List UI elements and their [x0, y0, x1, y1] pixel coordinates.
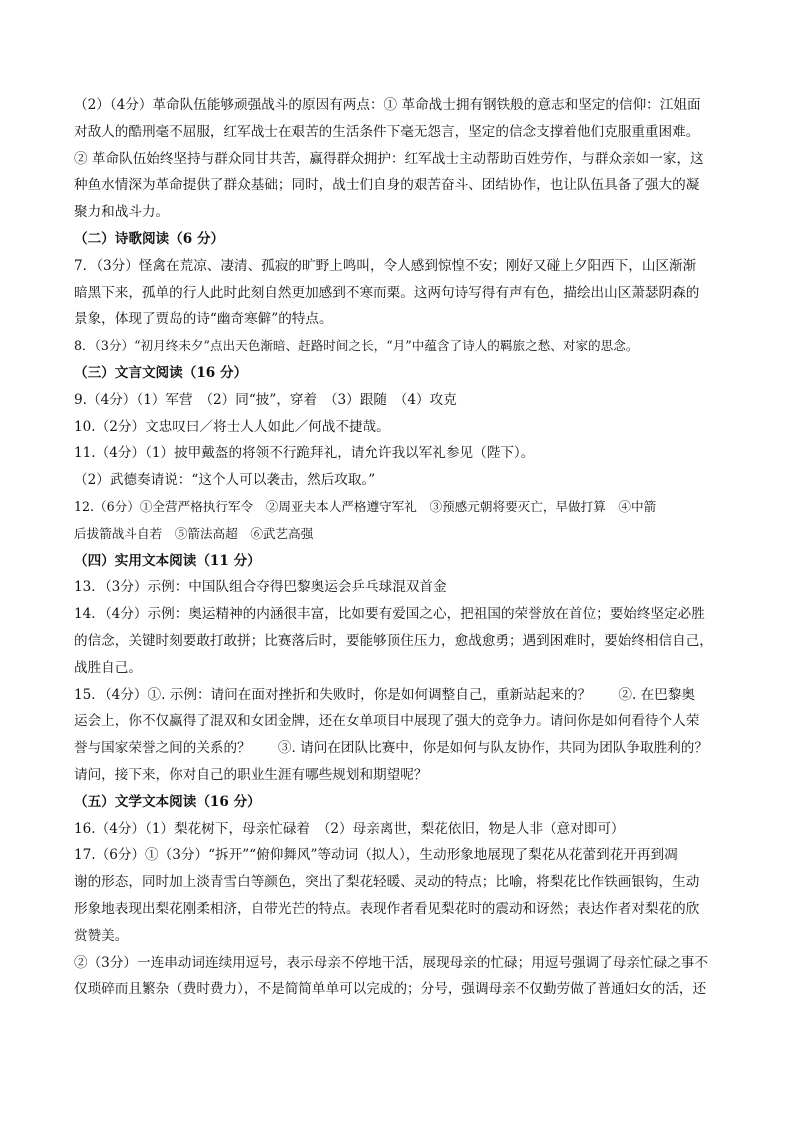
section-heading: （二）诗歌阅读（6 分）	[74, 230, 225, 247]
text-line: 10.（2分）文忠叹曰／将士人人如此／何战不捷哉。	[74, 418, 390, 435]
text-line: 7．（3分）怪禽在荒凉、凄清、孤寂的旷野上鸣叫，令人感到惊惶不安；刚好又碰上夕阳西下，山区渐渐	[74, 257, 697, 274]
text-line: ② 革命队伍始终坚持与群众同甘共苦，赢得群众拥护：红军战士主动帮助百姓劳作，与群众亲如一家，这	[74, 150, 704, 167]
text-line: 15．（4分）①. 示例：请问在面对挫折和失败时，你是如何调整自己，重新站起来的？ ②. 在巴黎奥	[74, 686, 695, 703]
section-heading: （三）文言文阅读（16 分）	[74, 364, 248, 381]
text-line: 12.（6分）①全营严格执行军令 ②周亚夫本人严格遵守军礼 ③预感元朝将要灭亡，早做打算 ④中箭	[74, 498, 657, 514]
text-line: （2）（4分）革命队伍能够顽强战斗的原因有两点：① 革命战士拥有钢铁般的意志和坚定的信仰：江姐面	[74, 97, 701, 113]
answer-text-body	[74, 92, 724, 1003]
text-line: 聚力和战斗力。	[74, 204, 170, 221]
text-line: 17.（6分）①（3分）“拆开”“俯仰舞风”等动词（拟人），生动形象地展现了梨花从花蕾到花开再到凋	[74, 847, 678, 864]
text-line: 11.（4分）（1）披甲戴盔的将领不行跪拜礼，请允许我以军礼参见（陛下）。	[74, 445, 535, 462]
text-line: 暗黑下来，孤单的行人此时此刻自然更加感到不寒而栗。这两句诗写得有声有色，描绘出山区萧瑟阴森的	[74, 284, 700, 301]
text-line: （2）武德奏请说：“这个人可以袭击，然后攻取。”	[74, 472, 376, 489]
text-line: 景象，体现了贾岛的诗“幽奇寒僻”的特点。	[74, 311, 333, 328]
text-line: 种鱼水情深为革命提供了群众基础；同时，战士们自身的艰苦奋斗、团结协作，也让队伍具备了强大的凝	[74, 177, 700, 194]
text-line: ②（3分）一连串动词连续用逗号，表示母亲不停地干活，展现母亲的忙碌；用逗号强调了母亲忙碌之事不	[74, 954, 708, 971]
text-line: 运会上，你不仅赢得了混双和女团金牌，还在女单项目中展现了强大的竞争力。请问你是如何看待个人荣	[74, 713, 700, 730]
text-line: 谢的形态，同时加上淡青雪白等颜色，突出了梨花轻暖、灵动的特点；比喻，将梨花比作铁画银钩，生动	[74, 874, 700, 891]
text-line: 战胜自己。	[74, 659, 142, 676]
text-line: 14．（4分）示例：奥运精神的内涵很丰富，比如要有爱国之心，把祖国的荣誉放在首位；要始终坚定必胜	[74, 606, 705, 623]
text-line: 仅琐碎而且繁杂（费时费力），不是简简单单可以完成的；分号，强调母亲不仅勤劳做了普通妇女的活，还	[74, 981, 707, 998]
section-heading: （五）文学文本阅读（16 分）	[74, 793, 261, 810]
text-line: 16.（4分）（1）梨花树下，母亲忙碌着 （2）母亲离世，梨花依旧，物是人非（意对即可）	[74, 820, 625, 837]
text-line: 对敌人的酷刑毫不屈服，红军战士在艰苦的生活条件下毫无怨言，坚定的信念支撑着他们克服重重困难。	[74, 123, 700, 140]
text-line: 赏赞美。	[74, 927, 129, 944]
text-line: 后拔箭战斗自若 ⑤箭法高超 ⑥武艺高强	[74, 525, 314, 541]
text-line: 请问，接下来，你对自己的职业生涯有哪些规划和期望呢？	[74, 766, 428, 783]
text-line: 13．（3分）示例：中国队组合夺得巴黎奥运会乒乓球混双首金	[74, 579, 447, 596]
section-heading: （四）实用文本阅读（11 分）	[74, 552, 261, 569]
text-line: 9.（4分）（1）军营 （2）同“披”，穿着 （3）跟随 （4）攻克	[74, 391, 457, 408]
text-line: 形象地表现出梨花刚柔相济，自带光芒的特点。表现作者看见梨花时的震动和讶然；表达作者对梨花的欣	[74, 900, 700, 917]
text-line: 的信念，关键时刻要敢打敢拼；比赛落后时，要能够顶住压力，愈战愈勇；遇到困难时，要始终相信自己，	[74, 632, 713, 649]
text-line: 8．（3分）“初月终未夕”点出天色渐暗、赶路时间之长，“月”中蕴含了诗人的羁旅之愁、对家的思念。	[74, 338, 639, 354]
text-line: 誉与国家荣誉之间的关系的？ ③. 请问在团队比赛中，你是如何与队友协作，共同为团队争取胜利的？	[74, 740, 708, 757]
